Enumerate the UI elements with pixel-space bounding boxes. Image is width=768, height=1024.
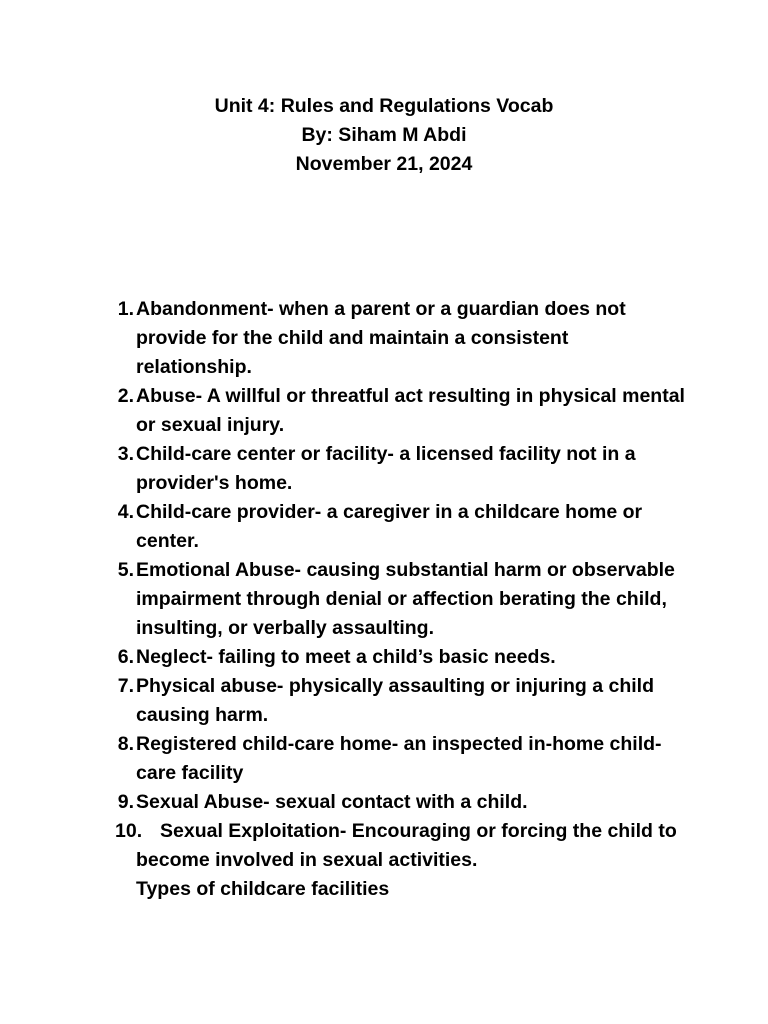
item-text: Emotional Abuse- causing substantial harm or observable impairment through denial or affection berating the child, insulting, or verbally assaulting. bbox=[136, 559, 675, 639]
document-header bbox=[0, 92, 768, 179]
document-title: Unit 4: Rules and Regulations Vocab bbox=[214, 95, 554, 117]
vocab-item-abandonment bbox=[108, 295, 688, 382]
vocab-item-physical-abuse bbox=[108, 672, 688, 730]
vocab-item-neglect bbox=[108, 643, 688, 672]
item-text: Child-care center or facility- a licensed facility not in a provider's home. bbox=[136, 443, 636, 494]
vocab-item-sexual-exploitation bbox=[108, 817, 688, 875]
item-number: 8. bbox=[117, 733, 134, 755]
item-text: Sexual Abuse- sexual contact with a child. bbox=[136, 791, 528, 813]
vocab-item-emotional-abuse bbox=[108, 556, 688, 643]
item-number: 6. bbox=[117, 646, 134, 668]
item-text: Registered child-care home- an inspected in-home child-care facility bbox=[136, 733, 662, 784]
item-text: Neglect- failing to meet a child’s basic needs. bbox=[136, 646, 556, 668]
item-text: Child-care provider- a caregiver in a childcare home or center. bbox=[136, 501, 643, 552]
item-number: 2. bbox=[117, 385, 134, 407]
vocab-item-child-care-center bbox=[108, 440, 688, 498]
vocab-item-registered-child-care-home bbox=[108, 730, 688, 788]
section-heading-childcare-facilities: Types of childcare facilities bbox=[136, 878, 390, 900]
item-text: Physical abuse- physically assaulting or injuring a child causing harm. bbox=[136, 675, 654, 726]
vocab-item-abuse bbox=[108, 382, 688, 440]
item-number: 10. bbox=[115, 820, 143, 842]
item-number: 4. bbox=[117, 501, 134, 523]
item-text: Sexual Exploitation- Encouraging or forcing the child to become involved in sexual activities. bbox=[136, 820, 677, 871]
item-number: 5. bbox=[117, 559, 134, 581]
document-author: By: Siham M Abdi bbox=[301, 124, 467, 146]
item-text: Abandonment- when a parent or a guardian does not provide for the child and maintain a consistent relationship. bbox=[136, 298, 626, 378]
vocab-list bbox=[108, 295, 688, 904]
vocab-item-child-care-provider bbox=[108, 498, 688, 556]
item-number: 7. bbox=[117, 675, 134, 697]
item-number: 9. bbox=[117, 791, 134, 813]
vocab-item-sexual-abuse bbox=[108, 788, 688, 817]
item-number: 3. bbox=[117, 443, 134, 465]
document-date: November 21, 2024 bbox=[295, 153, 473, 175]
item-number: 1. bbox=[117, 298, 134, 320]
item-text: Abuse- A willful or threatful act resulting in physical mental or sexual injury. bbox=[136, 385, 685, 436]
